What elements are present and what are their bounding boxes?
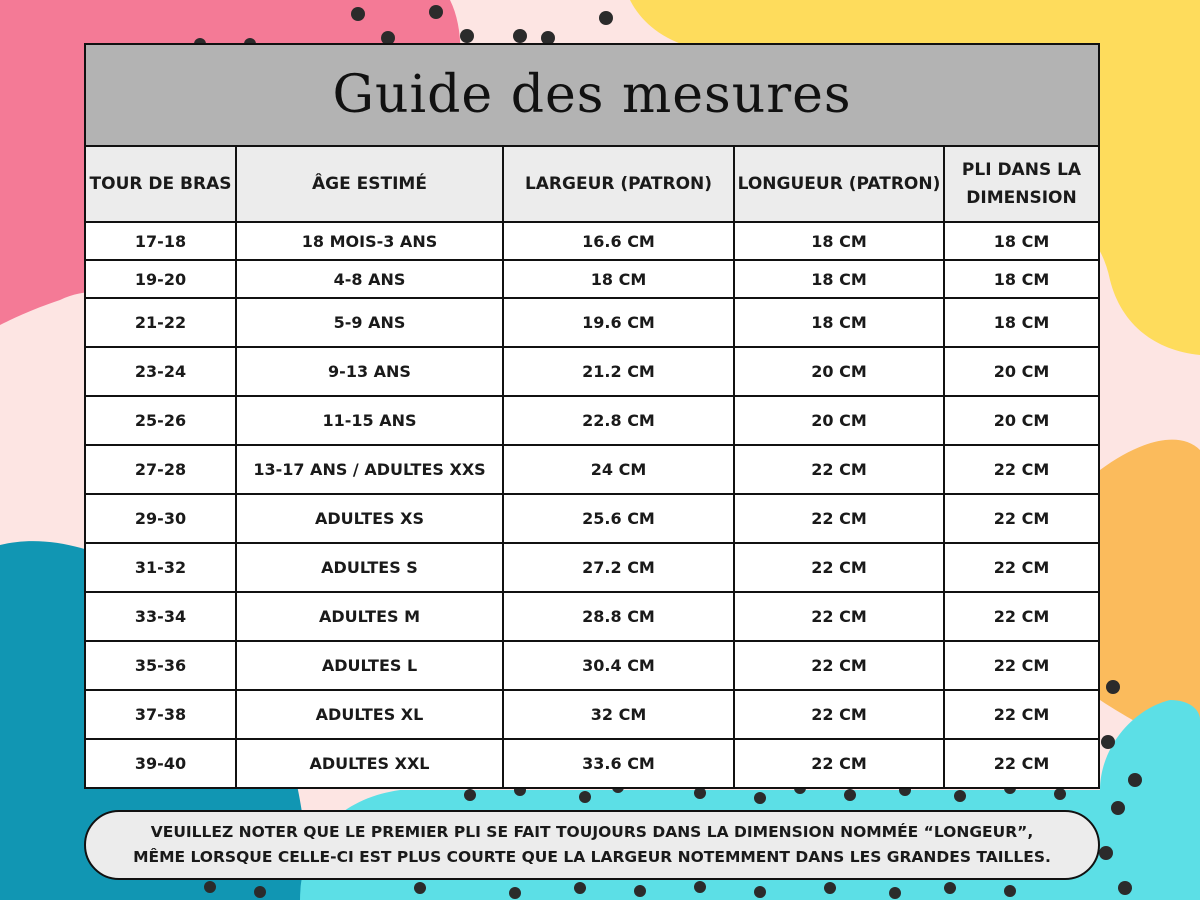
table-header-row — [86, 147, 1098, 222]
table-cell: 22 CM — [944, 445, 1098, 494]
table-row — [86, 739, 1098, 787]
table-cell: 22 CM — [734, 690, 944, 739]
table-cell: 22 CM — [944, 592, 1098, 641]
table-row — [86, 445, 1098, 494]
column-header: LARGEUR (PATRON) — [503, 147, 734, 222]
table-cell: 22 CM — [944, 494, 1098, 543]
table-cell: 20 CM — [734, 347, 944, 396]
table-cell: ADULTES L — [236, 641, 503, 690]
size-guide-card — [84, 43, 1100, 789]
table-cell: 22 CM — [734, 739, 944, 787]
table-cell: 18 CM — [944, 260, 1098, 298]
table-row — [86, 543, 1098, 592]
table-cell: 22.8 CM — [503, 396, 734, 445]
table-row — [86, 690, 1098, 739]
table-cell: 24 CM — [503, 445, 734, 494]
table-cell: 28.8 CM — [503, 592, 734, 641]
table-row — [86, 298, 1098, 347]
table-cell: 9-13 ANS — [236, 347, 503, 396]
table-cell: 22 CM — [734, 445, 944, 494]
table-row — [86, 396, 1098, 445]
title-bar — [86, 45, 1098, 147]
table-cell: ADULTES M — [236, 592, 503, 641]
table-cell: 30.4 CM — [503, 641, 734, 690]
column-header: PLI DANS LA DIMENSION — [944, 147, 1098, 222]
table-cell: 37-38 — [86, 690, 236, 739]
table-cell: 21-22 — [86, 298, 236, 347]
table-cell: 13-17 ANS / ADULTES XXS — [236, 445, 503, 494]
table-cell: ADULTES XS — [236, 494, 503, 543]
table-cell: 35-36 — [86, 641, 236, 690]
table-cell: 18 CM — [503, 260, 734, 298]
table-row — [86, 494, 1098, 543]
table-cell: 29-30 — [86, 494, 236, 543]
table-row — [86, 260, 1098, 298]
table-cell: 22 CM — [944, 641, 1098, 690]
table-cell: 25-26 — [86, 396, 236, 445]
column-header: LONGUEUR (PATRON) — [734, 147, 944, 222]
table-cell: 19-20 — [86, 260, 236, 298]
table-cell: 32 CM — [503, 690, 734, 739]
table-cell: 33.6 CM — [503, 739, 734, 787]
table-cell: 17-18 — [86, 222, 236, 260]
table-cell: 20 CM — [944, 347, 1098, 396]
table-cell: 22 CM — [734, 494, 944, 543]
page-title: Guide des mesures — [332, 65, 852, 125]
table-cell: ADULTES S — [236, 543, 503, 592]
table-cell: 23-24 — [86, 347, 236, 396]
footer-note — [84, 810, 1100, 880]
table-cell: 22 CM — [944, 543, 1098, 592]
table-cell: 18 CM — [734, 298, 944, 347]
table-cell: 33-34 — [86, 592, 236, 641]
table-cell: ADULTES XL — [236, 690, 503, 739]
table-cell: 21.2 CM — [503, 347, 734, 396]
table-cell: ADULTES XXL — [236, 739, 503, 787]
table-cell: 22 CM — [734, 543, 944, 592]
table-cell: 18 CM — [944, 298, 1098, 347]
table-cell: 18 CM — [734, 260, 944, 298]
table-cell: 39-40 — [86, 739, 236, 787]
table-cell: 22 CM — [734, 592, 944, 641]
table-cell: 19.6 CM — [503, 298, 734, 347]
column-header: TOUR DE BRAS — [86, 147, 236, 222]
table-cell: 20 CM — [734, 396, 944, 445]
table-cell: 18 MOIS-3 ANS — [236, 222, 503, 260]
table-cell: 22 CM — [734, 641, 944, 690]
table-cell: 16.6 CM — [503, 222, 734, 260]
table-row — [86, 222, 1098, 260]
table-cell: 25.6 CM — [503, 494, 734, 543]
note-text: VEUILLEZ NOTER QUE LE PREMIER PLI SE FAIT TOUJOURS DANS LA DIMENSION NOMMÉE “LONGEUR”, MÊME LORSQUE CELLE-CI EST PLUS COURTE QUE LA LARGEUR NOTEMMENT DANS LES GRANDES TAILLES. — [133, 823, 1051, 866]
table-cell: 18 CM — [944, 222, 1098, 260]
table-cell: 5-9 ANS — [236, 298, 503, 347]
table-row — [86, 347, 1098, 396]
table-cell: 11-15 ANS — [236, 396, 503, 445]
table-cell: 27.2 CM — [503, 543, 734, 592]
table-cell: 27-28 — [86, 445, 236, 494]
table-cell: 4-8 ANS — [236, 260, 503, 298]
column-header: ÂGE ESTIMÉ — [236, 147, 503, 222]
table-cell: 20 CM — [944, 396, 1098, 445]
table-row — [86, 592, 1098, 641]
table-row — [86, 641, 1098, 690]
size-table — [86, 147, 1098, 787]
table-cell: 22 CM — [944, 739, 1098, 787]
table-cell: 22 CM — [944, 690, 1098, 739]
table-cell: 18 CM — [734, 222, 944, 260]
table-cell: 31-32 — [86, 543, 236, 592]
